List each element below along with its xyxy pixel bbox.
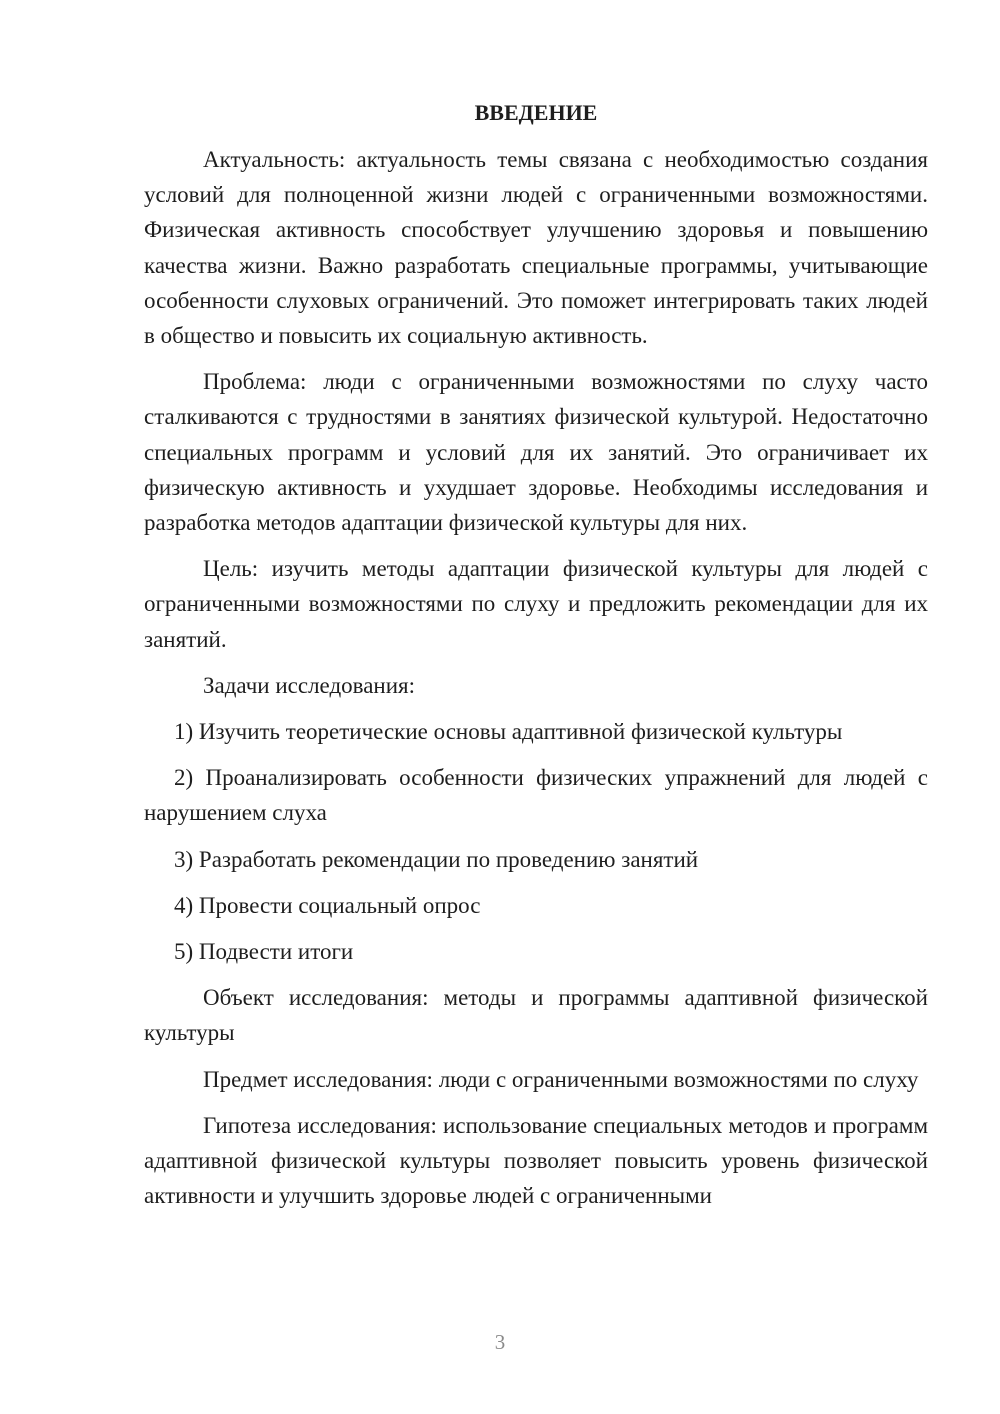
page-content [144,96,928,1224]
problem-paragraph: Проблема: люди с ограниченными возможностями по слуху часто сталкиваются с трудностями в занятиях физической культурой. Недостаточно специальных программ и условий для их занятий. Это ограничивает их физическую активность и ухудшает здоровье. Необходимы исследования и разработка методов адаптации физической культуры для них. [144,369,928,536]
page-number: 3 [494,1330,506,1354]
relevance-paragraph: Актуальность: актуальность темы связана с необходимостью создания условий для полноценной жизни людей с ограниченными возможностями. Физическая активность способствует улучшению здоровья и повышению качества жизни. Важно разработать специальные программы, учитывающие особенности слуховых ограничений. Это поможет интегрировать таких людей в общество и повысить их социальную активность. [144,147,928,349]
task-item-1: 1) Изучить теоретические основы адаптивной физической культуры [174,719,843,745]
task-item-5: 5) Подвести итоги [174,939,354,965]
task-item-3: 3) Разработать рекомендации по проведению занятий [174,846,699,872]
goal-paragraph: Цель: изучить методы адаптации физической культуры для людей с ограниченными возможностями по слуху и предложить рекомендации для их занятий. [144,556,928,652]
task-item-4: 4) Провести социальный опрос [174,892,481,918]
tasks-heading: Задачи исследования: [203,672,416,698]
task-item-2: 2) Проанализировать особенности физических упражнений для людей с нарушением слуха [144,765,928,826]
subject-paragraph: Предмет исследования: люди с ограниченными возможностями по слуху [203,1066,919,1092]
hypothesis-paragraph: Гипотеза исследования: использование специальных методов и программ адаптивной физической культуры позволяет повысить уровень физической активности и улучшить здоровье людей с ограниченными [144,1112,928,1209]
object-paragraph: Объект исследования: методы и программы адаптивной физической культуры [144,985,928,1046]
section-heading: ВВЕДЕНИЕ [474,100,598,125]
